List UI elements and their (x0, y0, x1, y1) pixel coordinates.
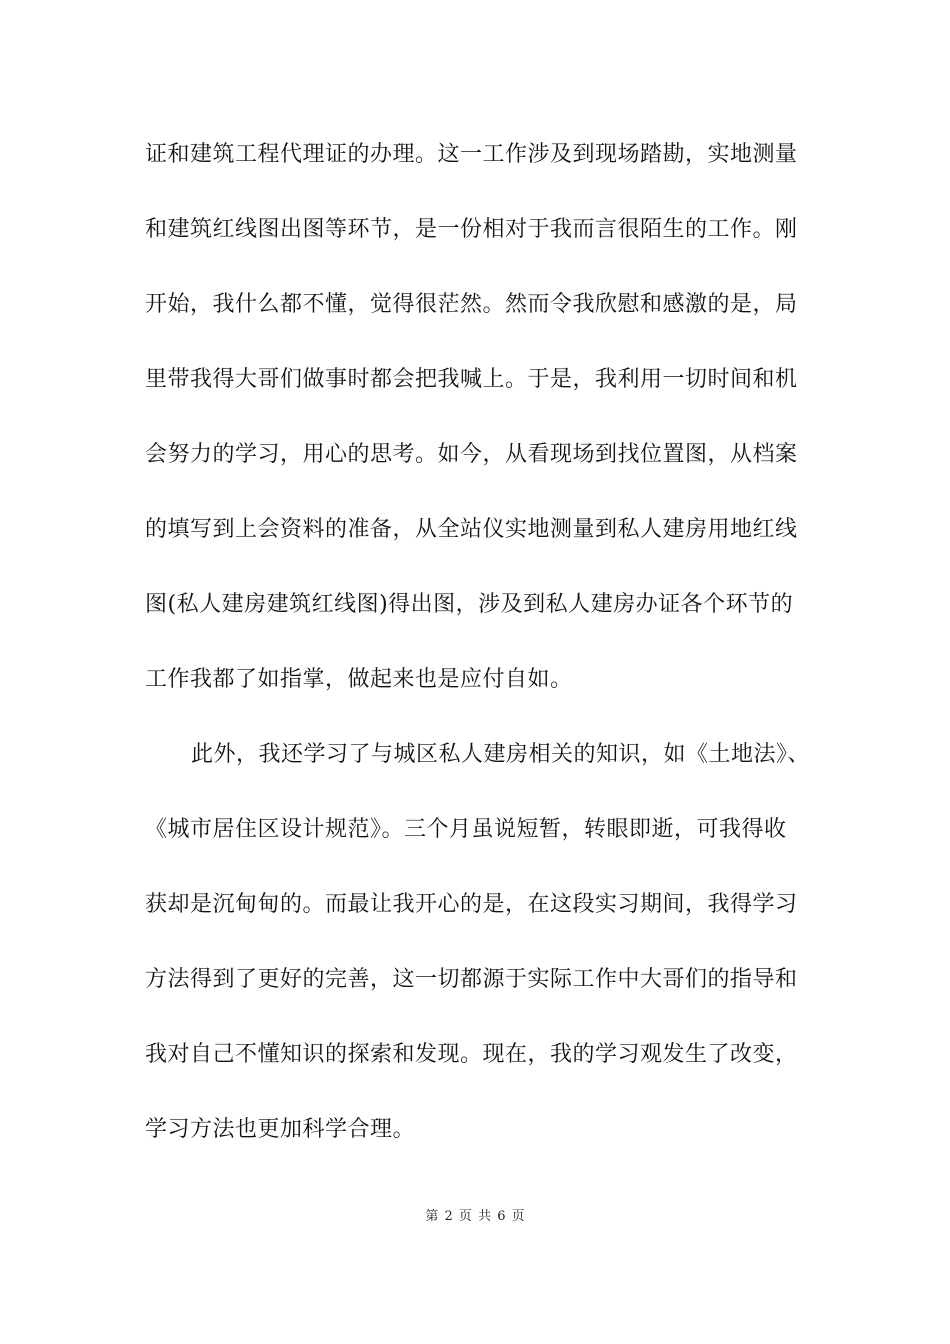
text-line: 的填写到上会资料的准备，从全站仪实地测量到私人建房用地红线 (145, 517, 798, 542)
text-line: 图(私人建房建筑红线图)得出图，涉及到私人建房办证各个环节的 (145, 592, 794, 617)
footer-total-unit: 页 (511, 1209, 525, 1224)
text-line: 和建筑红线图出图等环节，是一份相对于我而言很陌生的工作。刚 (145, 217, 798, 242)
text-line: 工作我都了如指掌，做起来也是应付自如。 (145, 667, 573, 692)
text-line: 里带我得大哥们做事时都会把我喊上。于是，我利用一切时间和机 (145, 367, 798, 392)
footer-page-unit: 页 (458, 1209, 472, 1224)
text-line: 获却是沉甸甸的。而最让我开心的是，在这段实习期间，我得学习 (145, 892, 798, 917)
text-line: 方法得到了更好的完善，这一切都源于实际工作中大哥们的指导和 (145, 967, 798, 992)
footer-prefix: 第 (425, 1209, 439, 1224)
body-text (145, 133, 825, 1183)
text-line: 学习方法也更加科学合理。 (145, 1117, 416, 1142)
footer-total-pages: 6 (497, 1209, 506, 1224)
text-line: 《城市居住区设计规范》。三个月虽说短暂，转眼即逝，可我得收 (145, 817, 787, 842)
footer-total-prefix: 共 (478, 1209, 492, 1224)
text-line: 我对自己不懂知识的探索和发现。现在，我的学习观发生了改变， (145, 1042, 798, 1067)
footer-page-number: 2 (444, 1209, 453, 1224)
text-line: 证和建筑工程代理证的办理。这一工作涉及到现场踏勘，实地测量 (145, 142, 798, 167)
page-footer (0, 1207, 950, 1227)
paragraph-start-line: 此外，我还学习了与城区私人建房相关的知识，如《土地法》、 (191, 742, 811, 767)
text-line: 会努力的学习，用心的思考。如今，从看现场到找位置图，从档案 (145, 442, 798, 467)
text-line: 开始，我什么都不懂，觉得很茫然。然而令我欣慰和感激的是，局 (145, 292, 798, 317)
